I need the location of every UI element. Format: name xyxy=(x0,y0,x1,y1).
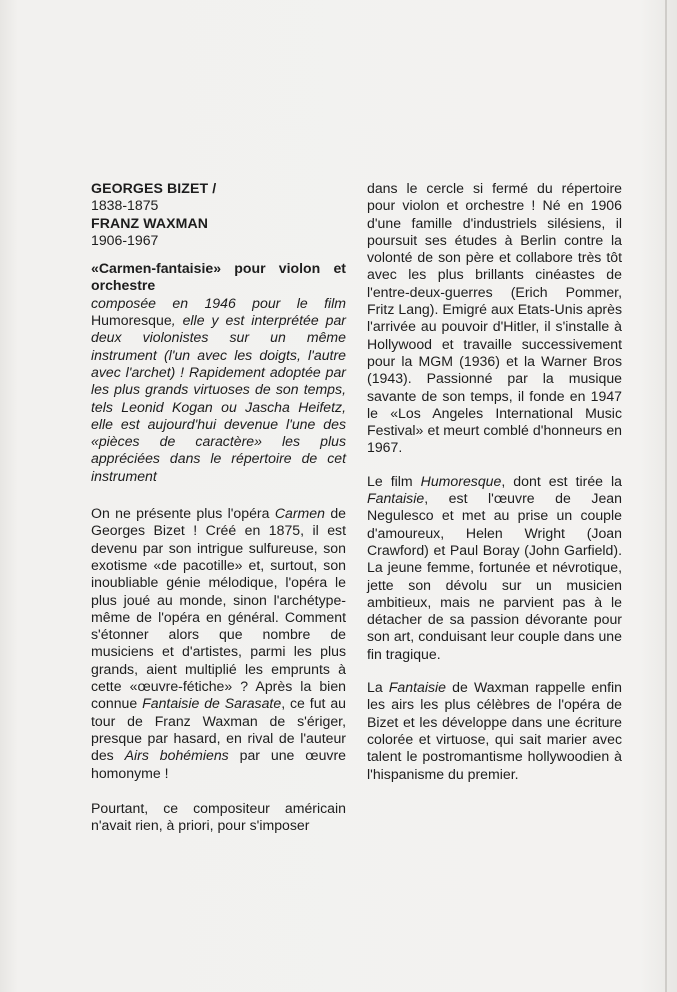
paragraph-film: Le film Humoresque, dont est tirée la Fantaisie, est l'œuvre de Jean Negulesco et met au prise un couple d'amoureux, Helen Wright (Joan Crawford) et Paul Boray (John Garfield). La jeune femme, fortunée et névrotique, jette son dévolu sur un musicien ambitieux, mais ne parvient pas à le détacher de sa passion dévorante pour son art, conduisant leur couple dans une fin tragique. xyxy=(367,472,622,662)
work-title: «Carmen-fantaisie» pour violon et orchestre xyxy=(91,260,346,294)
paragraph-carmen: On ne présente plus l'opéra Carmen de Georges Bizet ! Créé en 1875, il est devenu par son intrigue sulfureuse, son exotisme «de pacotille» et, surtout, son inoubliable génie mélodique, l'opéra le plus joué au monde, sinon l'archétype-même de l'opéra en général. Comment s'étonner alors que nombre de musiciens et d'artistes, parmi les plus grands, aient multiplié les emprunts à cette «œuvre-fétiche» ? Après la bien connue Fantaisie de Sarasate, ce fut au tour de Franz Waxman de s'ériger, presque par hasard, en rival de l'auteur des Airs bohémiens par une œuvre homonyme ! xyxy=(91,505,347,781)
dates-waxman: 1906-1967 xyxy=(91,231,159,248)
composer-waxman: FRANZ WAXMAN xyxy=(91,214,209,231)
paragraph-biography: dans le cercle si fermé du répertoire pour violon et orchestre ! Né en 1906 d'une famille d'industriels silésiens, il poursuit ses études à Berlin contre la volonté de son père et collabore très tôt avec les plus brillants cinéastes de l'entre-deux-guerres (Erich Pommer, Fritz Lang). Emigré aux Etats-Unis après l'arrivée au pouvoir d'Hitler, il s'installe à Hollywood et travaille successivement pour la MGM (1936) et la Warner Bros (1943). Passionné par la musique savante de son temps, il fonde en 1947 le «Los Angeles International Music Festival» et meurt comblé d'honneurs en 1967. xyxy=(367,180,622,456)
page-edge xyxy=(665,0,667,992)
right-column xyxy=(367,180,622,783)
paragraph-pourtant: Pourtant, ce compositeur américain n'avait rien, à priori, pour s'imposer xyxy=(91,799,346,834)
paragraph-fantaisie: La Fantaisie de Waxman rappelle enfin les airs les plus célèbres de l'opéra de Bizet et les développe dans une écriture colorée et virtuose, qui sait marier avec talent le postromantisme hollywoodien à l'hispanisme du premier. xyxy=(367,679,622,782)
intro-paragraph: composée en 1946 pour le film Humoresque, elle y est interprétée par deux violonistes sur un même instrument (l'un avec les doigts, l'autre avec l'archet) ! Rapidement adoptée par les plus grands virtuoses de son temps, tels Leonid Kogan ou Jascha Heifetz, elle est aujourd'hui devenue l'une des «pièces de caractère» les plus appréciées dans le répertoire de cet instrument xyxy=(91,294,346,484)
dates-bizet: 1838-1875 xyxy=(91,197,159,214)
left-column xyxy=(91,180,346,834)
composer-bizet: GEORGES BIZET / xyxy=(91,180,217,196)
